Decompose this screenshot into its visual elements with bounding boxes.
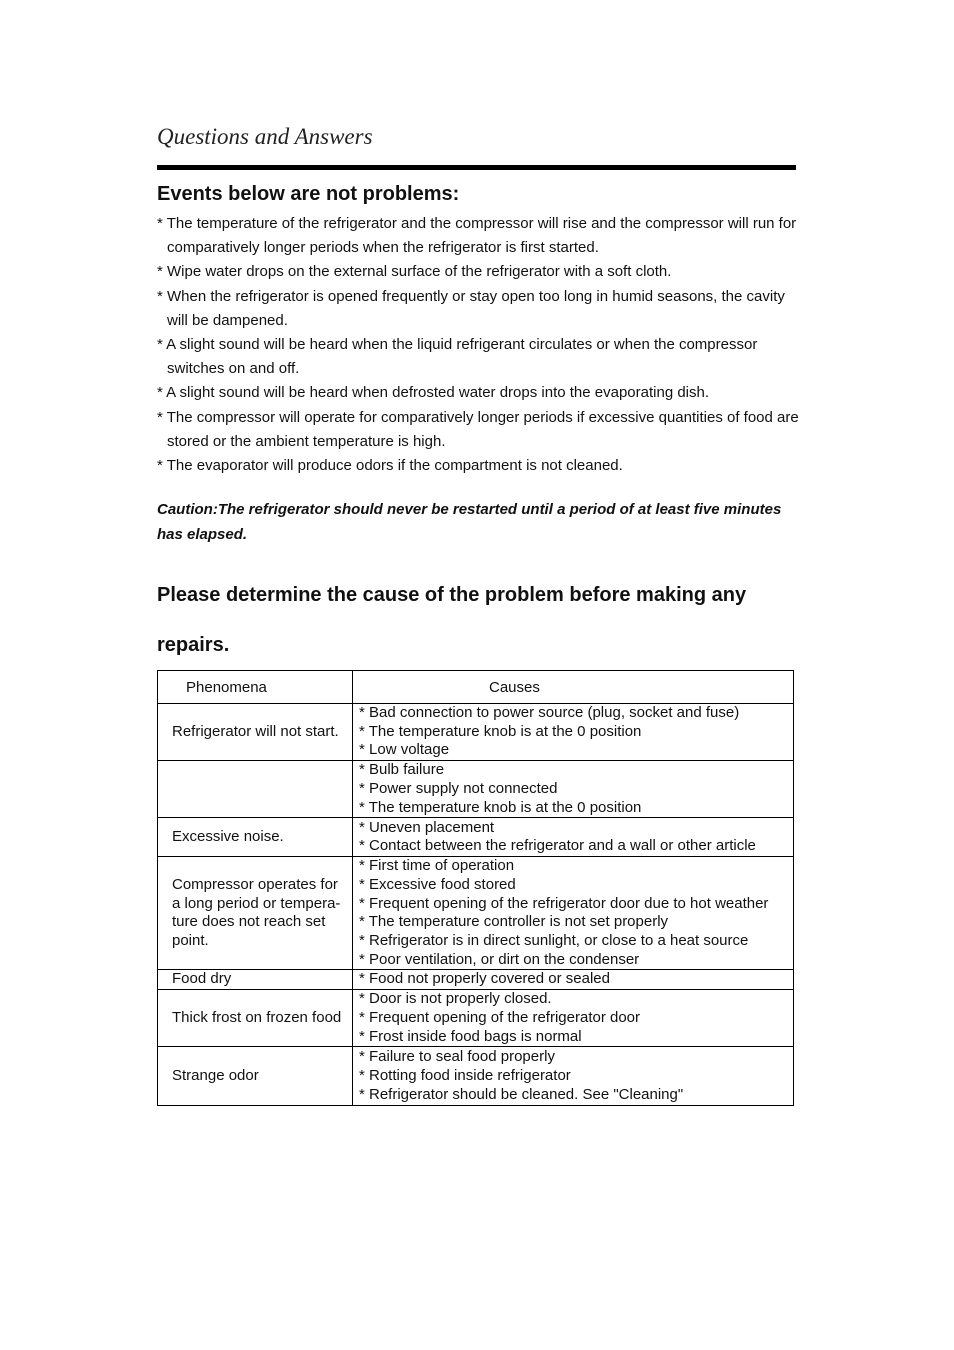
not-problem-item: * A slight sound will be heard when defrosted water drops into the evaporating dish.	[157, 384, 710, 402]
not-problem-item: * The temperature of the refrigerator and the compressor will rise and the compressor will run for comparatively longer periods when the refrigerator is first started.	[157, 215, 797, 257]
causes-cell	[353, 857, 794, 970]
phenomenon-cell: Excessive noise.	[158, 818, 353, 857]
table-row	[158, 857, 794, 970]
not-problems-heading: Events below are not problems:	[157, 183, 460, 205]
phenomenon-cell: Thick frost on frozen food	[158, 990, 353, 1047]
cause-item: * Food not properly covered or sealed	[359, 970, 610, 988]
table-row	[158, 761, 794, 818]
cause-item: * Frequent opening of the refrigerator door due to hot weather	[359, 894, 769, 912]
cause-item: * Contact between the refrigerator and a wall or other article	[359, 837, 756, 855]
cause-item: * Power supply not connected	[359, 779, 558, 797]
cause-item: * Refrigerator should be cleaned. See "Cleaning"	[359, 1085, 684, 1103]
caution-note: Caution:The refrigerator should never be restarted until a period of at least five minutes has elapsed.	[157, 501, 782, 543]
cause-item: * Low voltage	[359, 741, 450, 759]
cause-item: * Frequent opening of the refrigerator door	[359, 1008, 641, 1026]
causes-header: Causes	[353, 671, 794, 704]
determine-cause-heading: Please determine the cause of the problem before making any repairs.	[157, 584, 747, 656]
cause-item: * Refrigerator is in direct sunlight, or close to a heat source	[359, 932, 749, 950]
phenomenon-cell	[158, 761, 353, 818]
title-rule	[157, 165, 796, 170]
phenomenon-cell: Strange odor	[158, 1047, 353, 1106]
cause-item: * Bad connection to power source (plug, socket and fuse)	[359, 704, 740, 721]
cause-item: * Failure to seal food properly	[359, 1048, 555, 1066]
cause-item: * The temperature knob is at the 0 position	[359, 722, 642, 740]
table-row	[158, 1047, 794, 1106]
causes-cell	[353, 990, 794, 1047]
cause-item: * The temperature controller is not set properly	[359, 913, 669, 931]
not-problem-item: * The compressor will operate for comparatively longer periods if excessive quantities of food are stored or the ambient temperature is high.	[157, 408, 799, 450]
table-row	[158, 970, 794, 990]
table-row	[158, 990, 794, 1047]
cause-item: * Rotting food inside refrigerator	[359, 1066, 571, 1084]
causes-cell	[353, 761, 794, 818]
not-problems-list	[157, 212, 807, 478]
not-problem-item: * When the refrigerator is opened frequently or stay open too long in humid seasons, the cavity will be dampened.	[157, 287, 785, 329]
cause-item: * Door is not properly closed.	[359, 990, 552, 1008]
table-header-row	[158, 671, 794, 704]
table-row	[158, 704, 794, 761]
causes-cell	[353, 970, 794, 990]
cause-item: * Uneven placement	[359, 818, 495, 836]
cause-item: * Excessive food stored	[359, 875, 516, 893]
causes-cell	[353, 1047, 794, 1106]
troubleshooting-table	[157, 670, 794, 1106]
cause-item: * The temperature knob is at the 0 position	[359, 798, 642, 816]
phenomena-header: Phenomena	[158, 671, 353, 704]
cause-item: * Poor ventilation, or dirt on the condenser	[359, 950, 640, 968]
causes-cell	[353, 704, 794, 761]
phenomenon-cell: Compressor operates for a long period or tempera-ture does not reach set point.	[158, 857, 353, 970]
not-problem-item: * A slight sound will be heard when the liquid refrigerant circulates or when the compressor switches on and off.	[157, 336, 758, 378]
causes-cell	[353, 818, 794, 857]
cause-item: * Frost inside food bags is normal	[359, 1027, 582, 1045]
page-title: Questions and Answers	[157, 124, 373, 149]
phenomenon-cell: Food dry	[158, 970, 353, 990]
not-problem-item: * The evaporator will produce odors if the compartment is not cleaned.	[157, 457, 623, 475]
not-problem-item: * Wipe water drops on the external surface of the refrigerator with a soft cloth.	[157, 263, 672, 281]
phenomenon-cell: Refrigerator will not start.	[158, 704, 353, 761]
cause-item: * First time of operation	[359, 857, 515, 875]
cause-item: * Bulb failure	[359, 761, 445, 779]
table-row	[158, 818, 794, 857]
